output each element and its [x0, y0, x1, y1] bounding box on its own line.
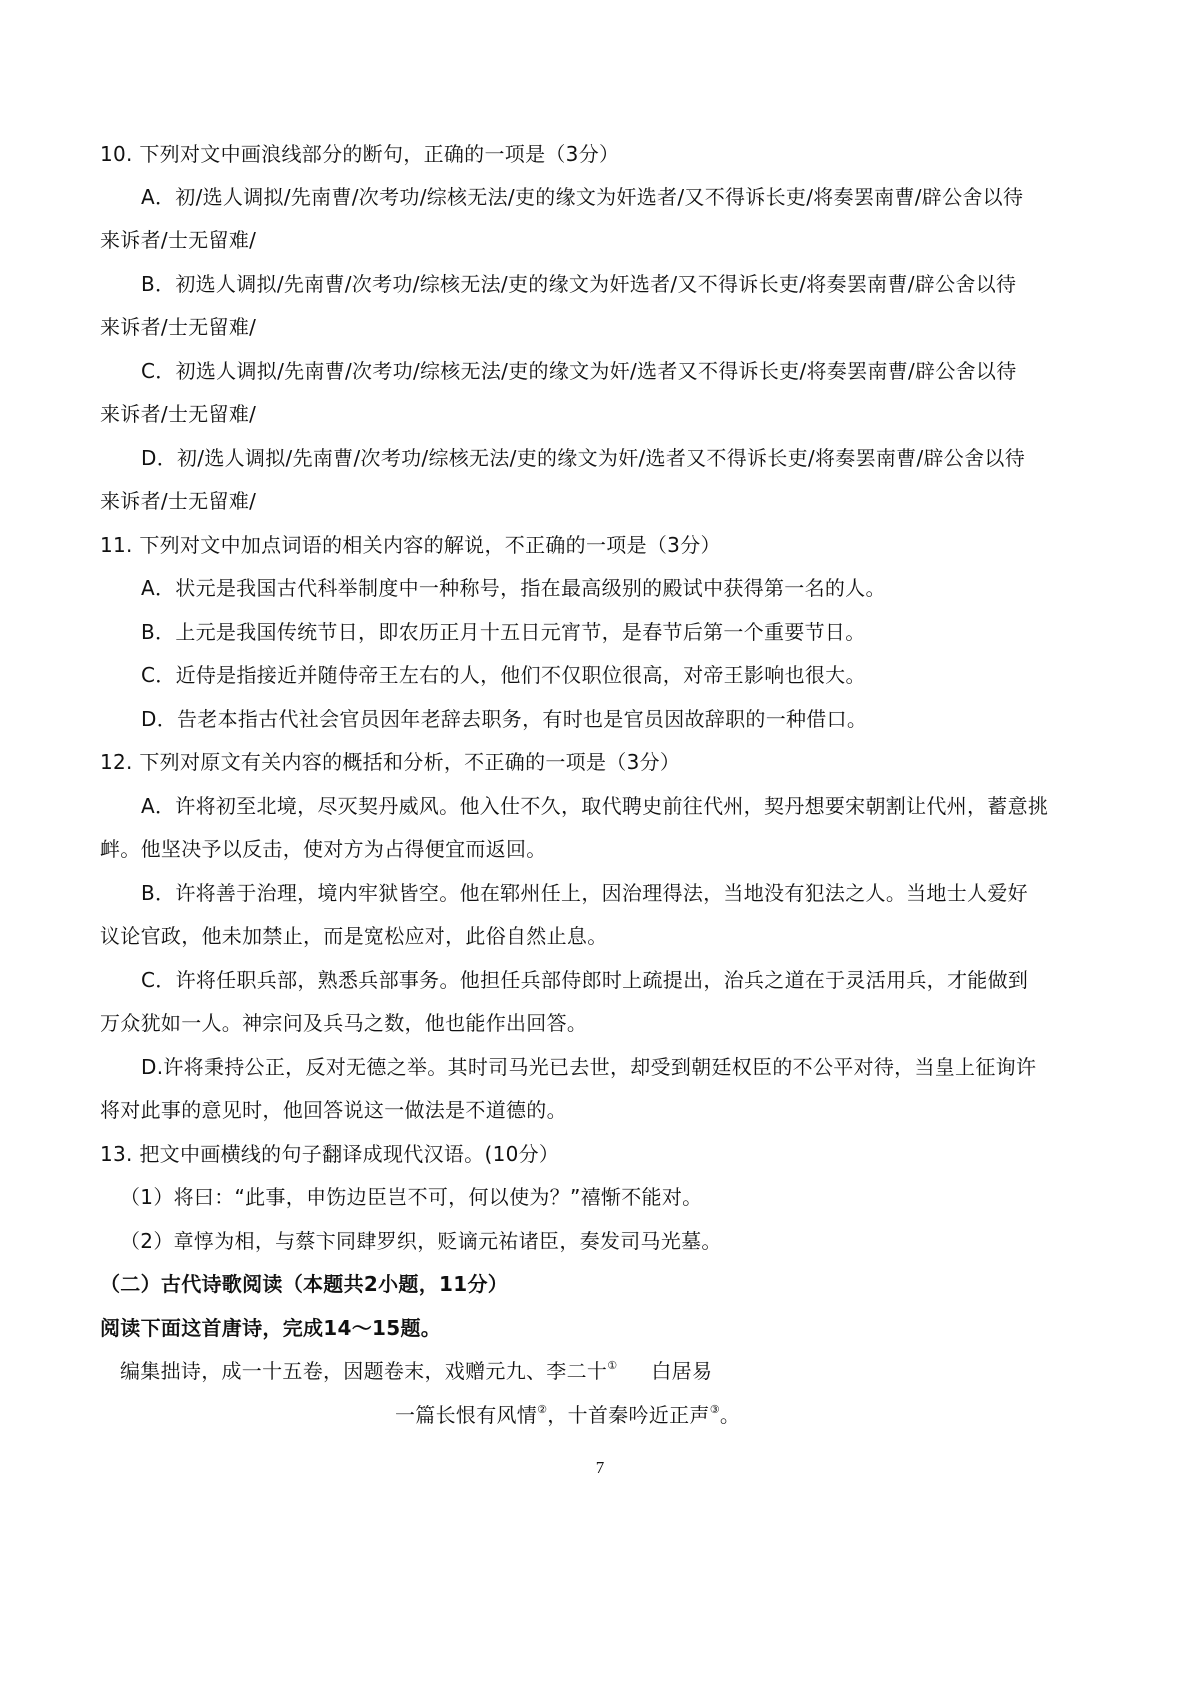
- q10-option-b-line1: B．初选人调拟/先南曹/次考功/综核无法/吏的缘文为奸选者/又不得诉长吏/将奏罢南曹/辟公舍以待: [141, 272, 1017, 296]
- poem-title-footnote-mark: ①: [607, 1359, 618, 1372]
- poem-line-1-part-b: ，十首秦吟近正声: [547, 1403, 710, 1427]
- q13-sentence-2: （2）章惇为相，与蔡卞同肆罗织，贬谪元祐诸臣，奏发司马光墓。: [120, 1229, 722, 1253]
- q12-option-c-line1: C．许将任职兵部，熟悉兵部事务。他担任兵部侍郎时上疏提出，治兵之道在于灵活用兵，才能做到: [141, 968, 1029, 992]
- reading-instruction: 阅读下面这首唐诗，完成14～15题。: [100, 1316, 442, 1340]
- q10-option-d-line2: 来诉者/士无留难/: [100, 489, 257, 513]
- q11-option-a: A．状元是我国古代科举制度中一种称号，指在最高级别的殿试中获得第一名的人。: [141, 576, 886, 600]
- q10-option-a-line2: 来诉者/士无留难/: [100, 228, 257, 252]
- q13-sentence-1: （1）将曰：“此事，申饬边臣岂不可，何以使为？”禧惭不能对。: [120, 1185, 703, 1209]
- q10-option-b-line2: 来诉者/士无留难/: [100, 315, 257, 339]
- poem-title-line: [120, 1357, 712, 1385]
- poem-line-1-end: 。: [719, 1403, 741, 1427]
- q11-option-c: C．近侍是指接近并随侍帝王左右的人，他们不仅职位很高，对帝王影响也很大。: [141, 663, 866, 687]
- q12-option-a-line1: A．许将初至北境，尽灭契丹威风。他入仕不久，取代聘史前往代州，契丹想要宋朝割让代州，蓄意挑: [141, 794, 1049, 818]
- q11-option-d: D．告老本指古代社会官员因年老辞去职务，有时也是官员因故辞职的一种借口。: [141, 707, 868, 731]
- q11-option-b: B．上元是我国传统节日，即农历正月十五日元宵节，是春节后第一个重要节日。: [141, 620, 866, 644]
- q13-stem: 13. 把文中画横线的句子翻译成现代汉语。(10分）: [100, 1142, 560, 1166]
- q11-stem: 11. 下列对文中加点词语的相关内容的解说，不正确的一项是（3分）: [100, 533, 721, 557]
- q10-option-a-line1: A．初/选人调拟/先南曹/次考功/综核无法/吏的缘文为奸选者/又不得诉长吏/将奏罢南曹/辟公舍以待: [141, 185, 1024, 209]
- q12-stem: 12. 下列对原文有关内容的概括和分析，不正确的一项是（3分）: [100, 750, 681, 774]
- poem-line-1: [395, 1401, 740, 1429]
- q12-option-d-line2: 将对此事的意见时，他回答说这一做法是不道德的。: [100, 1098, 567, 1122]
- q10-option-c-line1: C．初选人调拟/先南曹/次考功/综核无法/吏的缘文为奸/选者又不得诉长吏/将奏罢南曹/辟公舍以待: [141, 359, 1017, 383]
- q12-option-d-line1: D.许将秉持公正，反对无德之举。其时司马光已去世，却受到朝廷权臣的不公平对待，当皇上征询许: [141, 1055, 1037, 1079]
- q12-option-a-line2: 衅。他坚决予以反击，使对方为占得便宜而返回。: [100, 837, 547, 861]
- q10-stem: 10. 下列对文中画浪线部分的断句，正确的一项是（3分）: [100, 142, 620, 166]
- q12-option-c-line2: 万众犹如一人。神宗问及兵马之数，他也能作出回答。: [100, 1011, 588, 1035]
- q12-option-b-line2: 议论官政，他未加禁止，而是宽松应对，此俗自然止息。: [100, 924, 608, 948]
- poem-footnote-mark-3: ③: [709, 1403, 720, 1416]
- poem-line-1-part-a: 一篇长恨有风情: [395, 1403, 538, 1427]
- q10-option-d-line1: D．初/选人调拟/先南曹/次考功/综核无法/吏的缘文为奸/选者又不得诉长吏/将奏罢南曹/辟公舍以待: [141, 446, 1026, 470]
- q12-option-b-line1: B．许将善于治理，境内牢狱皆空。他在郓州任上，因治理得法，当地没有犯法之人。当地士人爱好: [141, 881, 1028, 905]
- poem-title: 编集拙诗，成一十五卷，因题卷末，戏赠元九、李二十: [120, 1359, 608, 1383]
- poem-author: 白居易: [651, 1359, 713, 1383]
- section-heading: （二）古代诗歌阅读（本题共2小题，11分）: [100, 1272, 509, 1296]
- poem-footnote-mark-2: ②: [537, 1403, 548, 1416]
- page-number: 7: [595, 1458, 605, 1477]
- q10-option-c-line2: 来诉者/士无留难/: [100, 402, 257, 426]
